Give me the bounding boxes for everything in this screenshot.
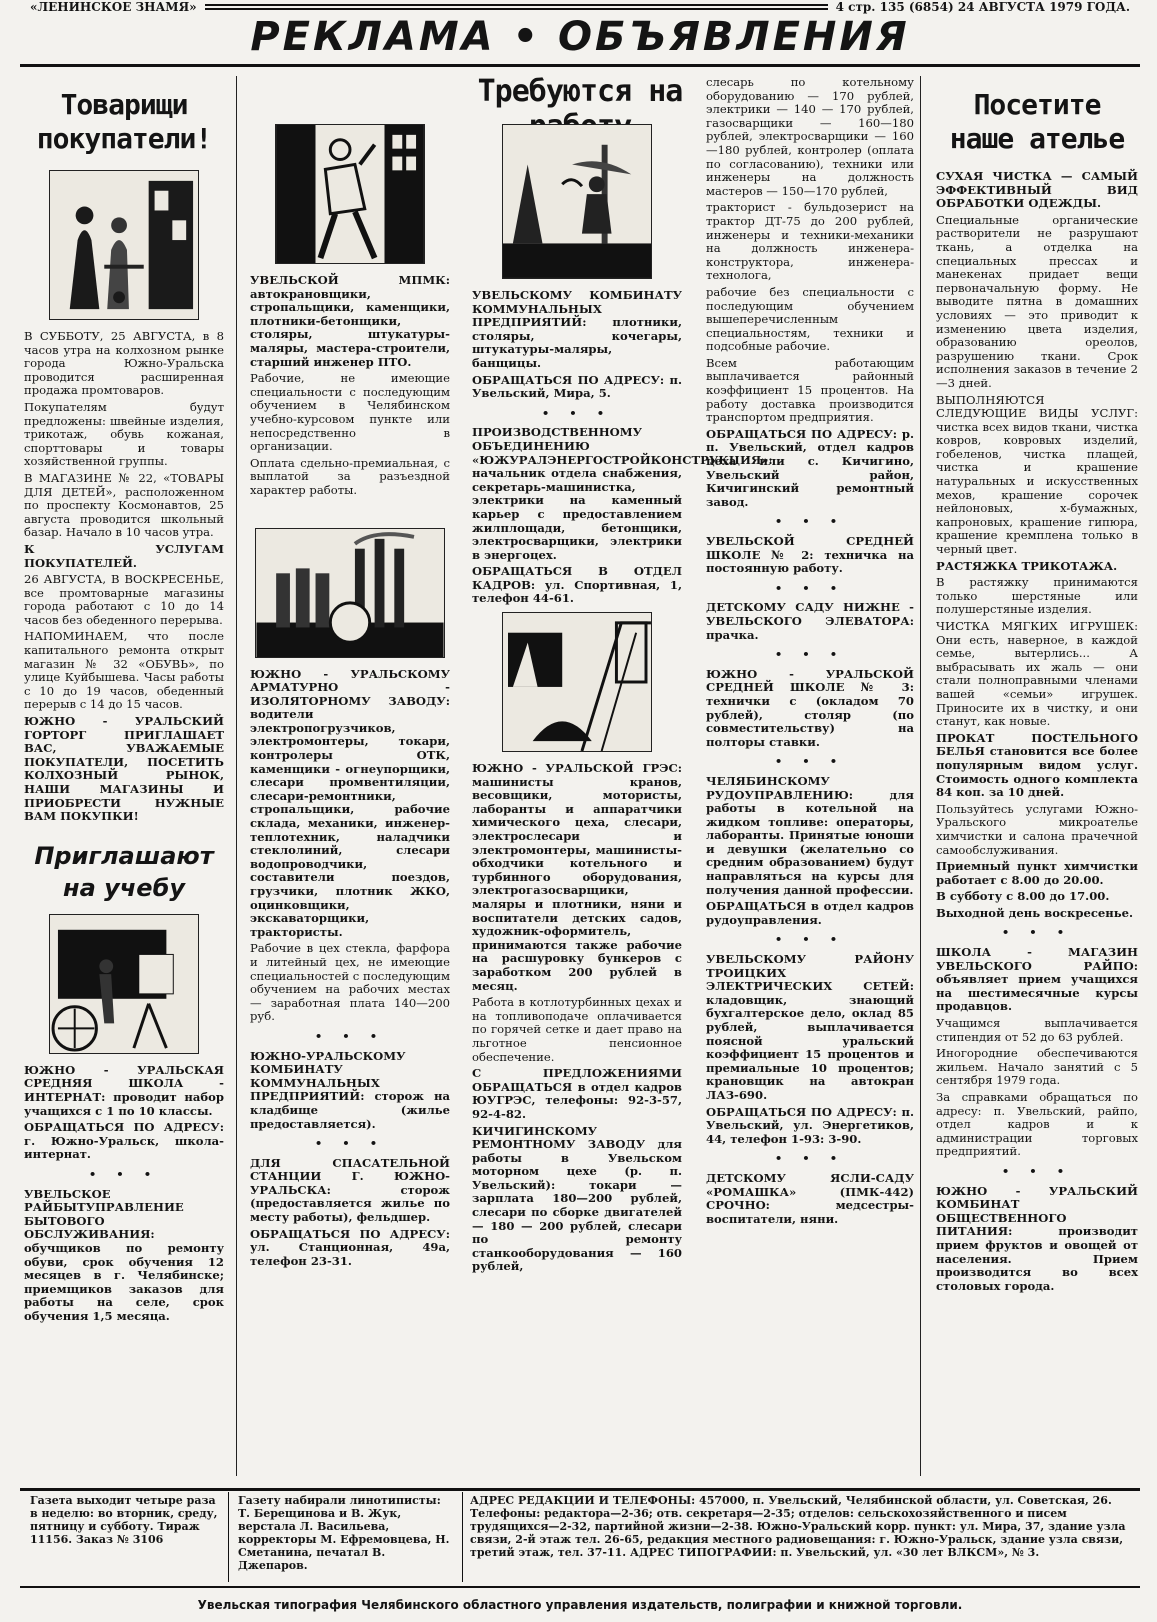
ad-text: КИЧИГИНСКОМУ РЕМОНТНОМУ ЗАВОДУ для работы в Увельском моторном цехе (р. п. Увельский): токари — зарплата 180—200 рублей, слесари по сборке двигателей — 180 — 200 рублей, слесари по ремонту станкооборудования — 160 рублей, [472,1123,682,1274]
ad-text: В растяжку принимаются только шерстяные или полушерстяные изделия. [936,575,1138,617]
ad-text: РАСТЯЖКА ТРИКОТАЖА. [936,558,1118,573]
top-divider [20,64,1140,67]
ad-text: С ПРЕДЛОЖЕНИЯМИ ОБРАЩАТЬСЯ в отдел кадров ЮУГРЭС, телефоны: 92-3-57, 92-4-82. [472,1066,682,1121]
ad-text: В субботу с 8.00 до 17.00. [936,889,1110,904]
separator-dots: • • • [1001,1163,1073,1178]
ad-text: Специальные органические растворители не разрушают ткань, а отделка на специальных прессах и манекенах придает вещи первоначальную форму. Не выводите пятна в домашних условиях — это приводит к изменению цвета изделия, образованию ореолов, разрушению ткани. Срок исполнения заказов в течение 2—3 дней. [936,212,1138,390]
masthead-issue: 4 стр. 135 (6854) 24 АВГУСТА 1979 ГОДА. [835,0,1130,14]
ad-text: Рабочие, не имеющие специальности с последующим обучением в Челябинском учебно-курсовом пункте или непосредственно в организации. [250,371,450,454]
footer-divider-vertical [462,1492,463,1582]
ad-text: УВЕЛЬСКОЙ МПМК: автокрановщики, стропальщики, каменщики, плотники-бетонщики, столяры, штукатуры-маляры, мастера-строители, старший инженер ПТО. [250,273,450,369]
masthead-paper-name: «ЛЕНИНСКОЕ ЗНАМЯ» [30,0,197,14]
ad-text: В СУББОТУ, 25 АВГУСТА, в 8 часов утра на колхозном рынке города Южно-Уральска проводится расширенная продажа промтоваров. [24,329,224,398]
ad-text: Приемный пункт химчистки работает с 8.00 до 20.00. [936,859,1138,887]
worker-garden-illustration [502,124,652,279]
separator-dots: • • • [88,1166,160,1181]
ad-text: ЧИСТКА МЯГКИХ ИГРУШЕК: Они есть, наверное, в каждой семье, вытерлись... А выбрасывать их жаль — они стали полноправными членами вашей «семьи» игрушек. Приносите их в чистку, и они станут, как новые. [936,619,1138,729]
separator-dots: • • • [774,580,846,595]
ad-text: Работа в котлотурбинных цехах и на топливоподаче оплачивается по горячей сетке и дает право на льготное пенсионное обеспечение. [472,995,682,1064]
ad-text: ДЕТСКОМУ САДУ НИЖНЕ - УВЕЛЬСКОГО ЭЛЕВАТОРА: прачка. [706,600,914,642]
ad-text: тракторист - бульдозерист на трактор ДТ-75 до 200 рублей, инженеры и техники-механики на должность инженера-конструктора, инженера-технолога, [706,200,914,283]
column-jobs-2 [472,118,773,1518]
column-divider [236,76,237,1476]
separator-dots: • • • [774,514,846,529]
separator-dots: • • • [541,405,613,420]
ad-text: рабочие без специальности с последующим обучением вышеперечисленным специальностям, техники и подсобные рабочие. [706,284,914,354]
ad-text: ОБРАЩАТЬСЯ ПО АДРЕСУ: п. Увельский, ул. Энергетиков, 44, телефон 1-93: 3-90. [706,1104,914,1146]
column-jobs-1 [250,118,450,1518]
ad-text: 26 АВГУСТА, В ВОСКРЕСЕНЬЕ, все промтоварные магазины города работают с 10 до 14 часов без обеденного перерыва. [24,572,224,627]
footer-publication-info: Газета выходит четыре раза в неделю: во вторник, среду, пятницу и субботу. Тираж 11156. Заказ № 3106 [30,1494,218,1546]
page-title: РЕКЛАМА • ОБЪЯВЛЕНИЯ [250,14,910,60]
ad-text: Иногородние обеспечиваются жильем. Начало занятий с 5 сентября 1979 года. [936,1046,1138,1088]
ad-text: За справками обращаться по адресу: п. Увельский, райпо, отдел кадров и к администрации торговых предприятий. [936,1090,1138,1159]
ad-text: слесарь по котельному оборудованию — 170 рублей, электрики — 140 — 170 рублей, газосварщики — 160—180 рублей, электросварщики — 160 —180 рублей, контролер (оплата по согласованию), техники или инженеры на должность мастеров — 150—170 рублей, [706,75,914,198]
column-atelier [936,76,1138,1476]
ad-text: Покупателям будут предложены: швейные изделия, трикотаж, обувь кожаная, спорттовары и товары хозяйственной группы. [24,399,224,469]
ad-text: УВЕЛЬСКОЕ РАЙБЫТУПРАВЛЕНИЕ БЫТОВОГО ОБСЛУЖИВАНИЯ: обучщиков по ремонту обуви, срок обучения 12 месяцев в г. Челябинске; приемщиков заказов для работы на селе, срок обучения 1,5 месяца. [24,1186,224,1323]
ad-text: ЮЖНО - УРАЛЬСКОМУ АРМАТУРНО - ИЗОЛЯТОРНОМУ ЗАВОДУ: водители электропогрузчиков, электромонтеры, токари, контролеры ОТК, каменщики - огнеупорщики, слесари промвентиляции, слесари-ремонтники, стропальщики, рабочие склада, механики, инженер-теплотехник, наладчики стеклолиний, слесари водопроводчики, составители поездов, грузчики, плотник ЖКО, оцинковщики, экскаваторщики, трактористы. [250,666,450,939]
ad-text: ЮЖНО - УРАЛЬСКИЙ КОМБИНАТ ОБЩЕСТВЕННОГО ПИТАНИЯ: производит прием фруктов и овощей от населения. Прием производится во всех столовых города. [936,1183,1138,1293]
footer-divider [20,1488,1140,1491]
separator-dots: • • • [774,932,846,947]
section-heading: Требуются на [477,74,683,109]
ad-text: ШКОЛА - МАГАЗИН УВЕЛЬСКОГО РАЙПО: объявляет прием учащихся на шестимесячные курсы продавцов. [936,945,1138,1014]
ad-text: Учащимся выплачивается стипендия от 52 до 63 рублей. [936,1016,1138,1044]
ad-text: УВЕЛЬСКОЙ СРЕДНЕЙ ШКОЛЕ № 2: техничка на постоянную работу. [706,534,914,576]
printer-imprint: Увельская типография Челябинского областного управления издательств, полиграфии и книжной торговли. [197,1598,963,1612]
ad-text: ОБРАЩАТЬСЯ В ОТДЕЛ КАДРОВ: ул. Спортивная, 1, телефон 44-61. [472,564,682,606]
ad-text: ОБРАЩАТЬСЯ ПО АДРЕСУ: п. Увельский, Мира, 5. [472,372,682,401]
column-shoppers [24,76,224,1476]
ad-text: Выходной день воскресенье. [936,905,1134,920]
ad-text: ОБРАЩАТЬСЯ ПО АДРЕСУ: ул. Станционная, 49а, телефон 23-31. [250,1226,450,1268]
ad-text: ЮЖНО-УРАЛЬСКОМУ КОМБИНАТУ КОММУНАЛЬНЫХ ПРЕДПРИЯТИЙ: сторож на кладбище (жилье предоставляется). [250,1048,450,1131]
ad-text: СУХАЯ ЧИСТКА — САМЫЙ ЭФФЕКТИВНЫЙ ВИД ОБРАБОТКИ ОДЕЖДЫ. [936,169,1138,211]
ad-text: Пользуйтесь услугами Южно-Уральского микроателье химчистки и салона прачечной самообслуживания. [936,801,1138,857]
ad-text: Всем работающим выплачивается районный коэффициент 15 процентов. На работу доставка производится транспортом предприятия. [706,355,914,425]
footer-divider-vertical [228,1492,229,1582]
separator-dots: • • • [774,647,846,662]
column-jobs-3 [706,76,914,1476]
ad-text: УВЕЛЬСКОМУ КОМБИНАТУ КОММУНАЛЬНЫХ ПРЕДПРИЯТИЙ: плотники, столяры, кочегары, штукатуры-маляры, банщицы. [472,288,682,370]
footer-bottom-divider [20,1586,1140,1588]
footer-address: АДРЕС РЕДАКЦИИ И ТЕЛЕФОНЫ: 457000, п. Увельский, Челябинской области, ул. Советская, 26. Телефоны: редактора—2-36; отв. секретаря—2-35; отделов: сельскохозяйственного и писем трудящихся—2-32, партийной жизни—2-38. Южно-Уральский корр. пункт: ул. Мира, 37, здание узла связи, 2-й этаж тел. 26-65, редакция местного радиовещания: г. Южно-Уральск, здание узла связи, третий этаж, тел. 37-11. АДРЕС ТИПОГРАФИИ: п. Увельский, ул. «30 лет ВЛКСМ», № 3. [470,1494,1126,1559]
separator-dots: • • • [314,1136,386,1151]
ad-text: В МАГАЗИНЕ № 22, «ТОВАРЫ ДЛЯ ДЕТЕЙ», расположенном по проспекту Космонавтов, 25 августа проводится школьный базар. Начало в 10 часов утра. [24,470,224,540]
ad-text: ЮЖНО - УРАЛЬСКОЙ СРЕДНЕЙ ШКОЛЕ № 3: технички с (окладом 70 рублей), столяр (по совместительству) на полторы ставки. [706,666,914,749]
ad-text: ОБРАЩАТЬСЯ ПО АДРЕСУ: р. п. Увельский, отдел кадров цеха или с. Кичигино, Увельский район, Кичигинский ремонтный завод. [706,426,914,509]
ad-text: Рабочие в цех стекла, фарфора и литейный цех, не имеющие специальностей с последующим обучением на рабочих местах — заработная плата 140—200 руб. [250,941,450,1024]
shoppers-heading: Товарищи покупатели! [36,88,212,155]
separator-dots: • • • [314,1028,386,1043]
study-heading: Приглашают на учебу [34,841,214,902]
ad-text: НАПОМИНАЕМ, что после капитального ремонта открыт магазин № 32 «ОБУВЬ», по улице Куйбышева. Часы работы с 10 до 19 часов, обеденный перерыв с 14 до 15 часов. [24,629,224,712]
separator-dots: • • • [1001,925,1073,940]
ad-text: УВЕЛЬСКОМУ РАЙОНУ ТРОИЦКИХ ЭЛЕКТРИЧЕСКИХ СЕТЕЙ: кладовщик, знающий бухгалтерское дело, оклад 85 рублей, выплачивается поясной уральский коэффициент 15 процентов и премиальные 10 процентов; крановщик на автокран ЛАЗ-690. [706,952,914,1102]
ad-text: ДЛЯ СПАСАТЕЛЬНОЙ СТАНЦИИ Г. ЮЖНО-УРАЛЬСКА: сторож (предоставляется жилье по месту работы), фельдшер. [250,1155,450,1225]
classroom-illustration [49,914,199,1054]
ad-text: К УСЛУГАМ ПОКУПАТЕЛЕЙ. [24,541,224,570]
ad-text: ДЕТСКОМУ ЯСЛИ-САДУ «РОМАШКА» (ПМК-442) СРОЧНО: медсестры-воспитатели, няни. [706,1170,914,1226]
power-plant-illustration [502,612,652,752]
separator-dots: • • • [774,754,846,769]
ad-text: ОБРАЩАТЬСЯ ПО АДРЕСУ: г. Южно-Уральск, школа-интернат. [24,1120,224,1162]
column-divider [920,76,921,1476]
ad-text: ЮЖНО - УРАЛЬСКОЙ ГРЭС: машинисты кранов, весовщики, мотористы, лаборанты и аппаратчики химического цеха, слесари, электрослесари и электромонтеры, машинисты-обходчики котельного и турбинного оборудования, электрогазосварщики, маляры и плотники, няни и воспитатели детских садов, художник-оформитель, принимаются также рабочие на расшуровку бункеров с заработком 200 рублей в месяц. [472,761,682,993]
masthead-rule [205,4,828,10]
ad-text: ОБРАЩАТЬСЯ в отдел кадров рудоуправления. [706,899,914,927]
atelier-heading: Посетите наше ателье [949,88,1125,155]
ad-text: Оплата сдельно-премиальная, с выплатой за разъездной характер работы. [250,455,450,497]
ad-text: ЧЕЛЯБИНСКОМУ РУДОУПРАВЛЕНИЮ: для работы в котельной на жидком топливе: операторы, лаборанты. Принятые юноши и девушки (желательно со средним образованием) будут направляться на курсы для получения данной профессии. [706,773,914,897]
ad-text: ВЫПОЛНЯЮТСЯ СЛЕДУЮЩИЕ ВИДЫ УСЛУГ: чистка всех видов ткани, чистка ковров, ковровых изделий, гобеленов, чистка плащей, чистка и крашение натуральных и искусственных мехов, крашение сорочек нейлоновых, х-бумажных, капроновых, крашение гипюра, крашение кремплена только в черный цвет. [936,392,1138,557]
factory-illustration [255,528,445,658]
shop-illustration [49,170,199,320]
footer-staff-credits: Газету набирали линотиписты: Т. Берещинова и В. Жук, верстала Л. Васильева, корректоры М. Ефремовцева, Н. Сметанина, печатал В. Джепаров. [238,1494,450,1572]
separator-dots: • • • [774,1151,846,1166]
ad-text: ПРОКАТ ПОСТЕЛЬНОГО БЕЛЬЯ становится все более популярным видом услуг. Стоимость одного комплекта 84 коп. за 10 дней. [936,730,1138,800]
ad-text: ЮЖНО - УРАЛЬСКАЯ СРЕДНЯЯ ШКОЛА - ИНТЕРНАТ: проводит набор учащихся с 1 по 10 классы. [24,1062,224,1118]
builder-illustration [275,124,425,264]
ad-text: ЮЖНО - УРАЛЬСКИЙ ГОРТОРГ ПРИГЛАШАЕТ ВАС, УВАЖАЕМЫЕ ПОКУПАТЕЛИ, ПОСЕТИТЬ КОЛХОЗНЫЙ РЫНОК, НАШИ МАГАЗИНЫ И ПРИОБРЕСТИ НУЖНЫЕ ВАМ ПОКУПКИ! [24,714,224,824]
ad-text: ПРОИЗВОДСТВЕННОМУ ОБЪЕДИНЕНИЮ «ЮЖУРАЛЭНЕРГОСТРОЙКОНСТРУКЦИЯ»: начальник отдела снабжения, секретарь-машинистка, электрики на каменный карьер с предоставлением жилплощади, бетонщики, электросварщики, электрики в энергоцех. [472,425,773,562]
